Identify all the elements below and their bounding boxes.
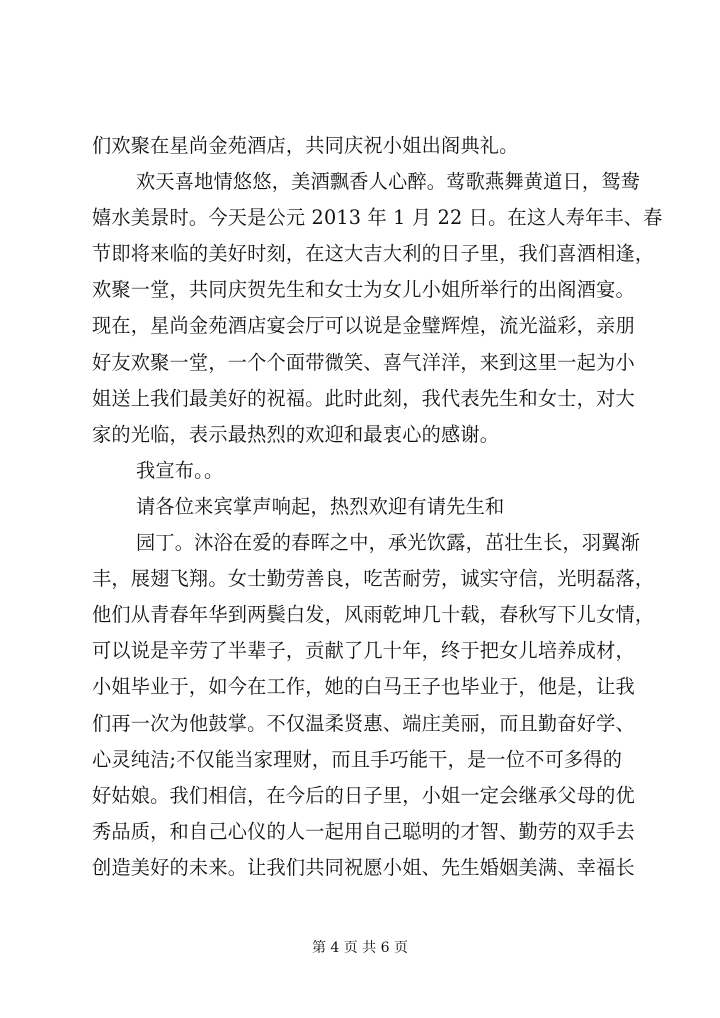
text-line: 他们从青春年华到两鬓白发，风雨乾坤几十载，春秋写下儿女情， [92,603,655,627]
text-line: 嬉水美景时。今天是公元 2013 年 1 月 22 日。在这人寿年丰、春 [92,206,663,230]
text-line: 欢聚一堂，共同庆贺先生和女士为女儿小姐所举行的出阁酒宴。 [92,278,635,302]
text-line: 园丁。沐浴在爱的春晖之中，承光饮露，茁壮生长，羽翼渐 [136,531,641,555]
text-line: 秀品质，和自己心仪的人一起用自己聪明的才智、勤劳的双手去 [92,819,635,843]
text-line: 我宣布。。 [136,458,224,482]
text-line: 请各位来宾掌声响起，热烈欢迎有请先生和 [136,494,505,518]
text-line: 丰，展翅飞翔。女士勤劳善良，吃苦耐劳，诚实守信，光明磊落， [92,567,655,591]
document-body [92,128,663,886]
text-line: 好姑娘。我们相信，在今后的日子里，小姐一定会继承父母的优 [92,783,635,807]
text-line: 家的光临，表示最热烈的欢迎和最衷心的感谢。 [92,422,500,446]
text-line: 小姐毕业于，如今在工作，她的白马王子也毕业于，他是，让我 [92,675,635,699]
text-line: 可以说是辛劳了半辈子，贡献了几十年，终于把女儿培养成材， [92,639,635,663]
text-line: 姐送上我们最美好的祝福。此时此刻，我代表先生和女士，对大 [92,386,635,410]
page-number-footer: 第 4 页 共 6 页 [311,940,409,956]
text-line: 现在，星尚金苑酒店宴会厅可以说是金璧辉煌，流光溢彩，亲朋 [92,314,635,338]
text-line: 节即将来临的美好时刻，在这大吉大利的日子里，我们喜酒相逢， [92,242,655,266]
text-line: 欢天喜地情悠悠，美酒飘香人心醉。莺歌燕舞黄道日，鸳鸯 [136,170,641,194]
text-line: 们欢聚在星尚金苑酒店，共同庆祝小姐出阁典礼。 [92,134,519,157]
text-line: 创造美好的未来。让我们共同祝愿小姐、先生婚姻美满、幸福长 [92,855,635,879]
text-line: 们再一次为他鼓掌。不仅温柔贤惠、端庄美丽，而且勤奋好学、 [92,711,635,735]
text-line: 好友欢聚一堂，一个个面带微笑、喜气洋洋，来到这里一起为小 [92,350,635,374]
text-line: 心灵纯洁;不仅能当家理财，而且手巧能干，是一位不可多得的 [92,747,623,771]
